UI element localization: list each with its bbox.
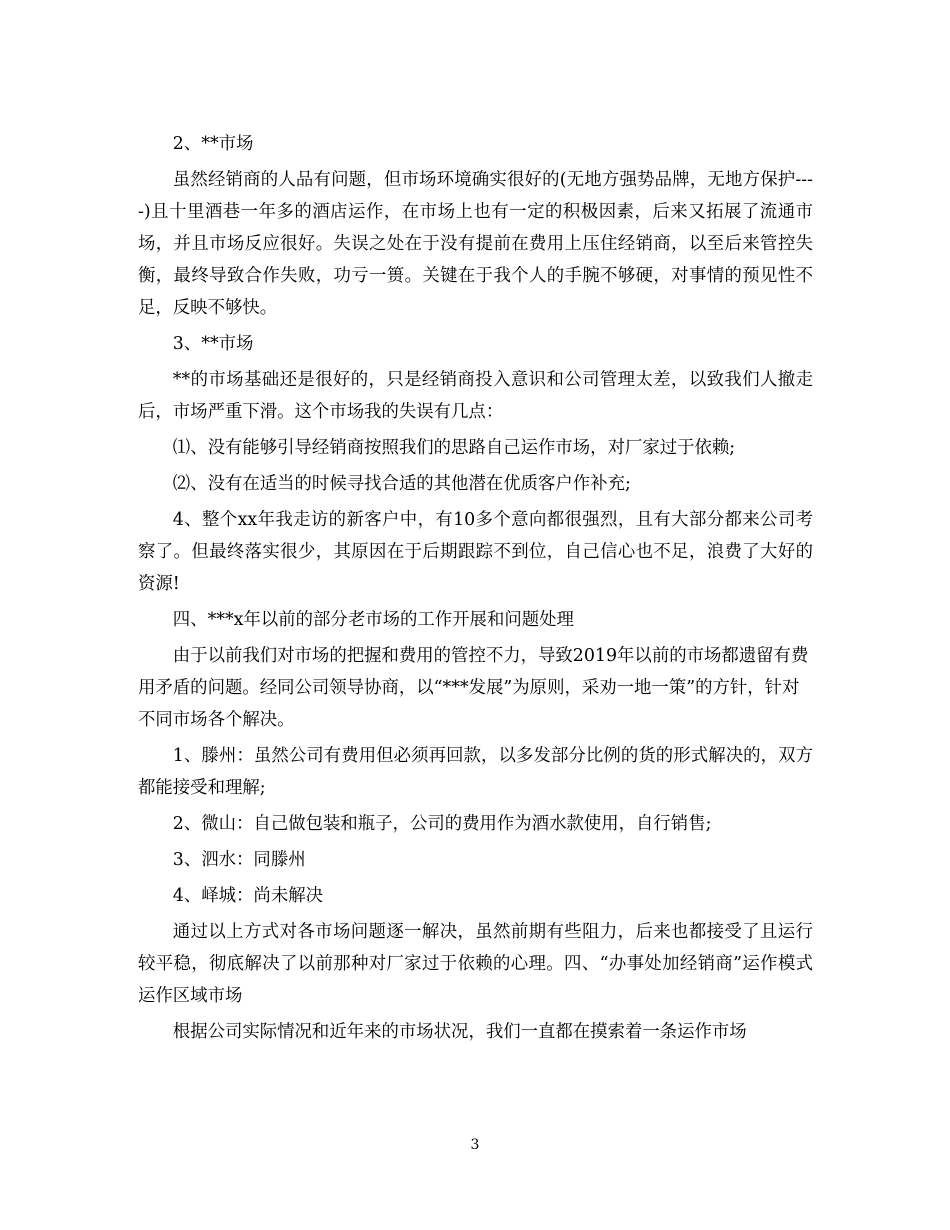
heading-market-2: 2、**市场 (172, 134, 254, 154)
closing-paragraph: 根据公司实际情况和近年来的市场状况，我们一直都在摸索着一条运作市场 (172, 1022, 747, 1042)
new-clients-paragraph: 4、整个xx年我走访的新客户中，有10多个意向都很强烈，且有大部分都来公司考察了。但最终落实很少，其原因在于后期跟踪不到位，自己信心也不足，浪费了大好的资源! (138, 510, 813, 594)
section-4-intro-paragraph: 由于以前我们对市场的把握和费用的管控不力，导致2019年以前的市场都遗留有费用矛盾的问题。经同公司领导协商，以“***发展”为原则，采劝一地一策”的方针，针对不同市场各个解决。 (138, 646, 809, 730)
tengzhou-item: 1、滕州：虽然公司有费用但必须再回款，以多发部分比例的货的形式解决的，双方都能接受和理解; (138, 746, 813, 798)
heading-market-3: 3、**市场 (172, 334, 254, 354)
sishui-item: 3、泗水：同滕州 (172, 850, 306, 870)
heading-section-4: 四、***x年以前的部分老市场的工作开展和问题处理 (172, 610, 574, 630)
page-number: 3 (470, 1137, 480, 1153)
market-2-paragraph: 虽然经销商的人品有问题，但市场环境确实很好的(无地方强势品牌，无地方保护----)且十里酒巷一年多的酒店运作，在市场上也有一定的积极因素，后来又拓展了流通市场，并且市场反应很好。失误之处在于没有提前在费用上压住经销商，以至后来管控失衡，最终导致合作失败，功亏一篑。关键在于我个人的手腕不够硬，对事情的预见性不足，反映不够快。 (138, 170, 813, 318)
document-body (138, 128, 813, 1052)
weishan-item: 2、微山：自己做包装和瓶子，公司的费用作为酒水款使用，自行销售; (172, 814, 712, 834)
summary-paragraph: 通过以上方式对各市场问题逐一解决，虽然前期有些阻力，后来也都接受了且运行较平稳，彻底解决了以前那种对厂家过于依赖的心理。四、“办事处加经销商”运作模式运作区域市场 (138, 922, 813, 1006)
mistake-point-1: ⑴、没有能够引导经销商按照我们的思路自己运作市场，对厂家过于依赖; (172, 438, 736, 458)
market-3-paragraph: **的市场基础还是很好的，只是经销商投入意识和公司管理太差，以致我们人撤走后，市场严重下滑。这个市场我的失误有几点： (138, 370, 813, 422)
mistake-point-2: ⑵、没有在适当的时候寻找合适的其他潜在优质客户作补充; (172, 474, 631, 494)
yicheng-item: 4、峄城：尚未解决 (172, 886, 323, 906)
